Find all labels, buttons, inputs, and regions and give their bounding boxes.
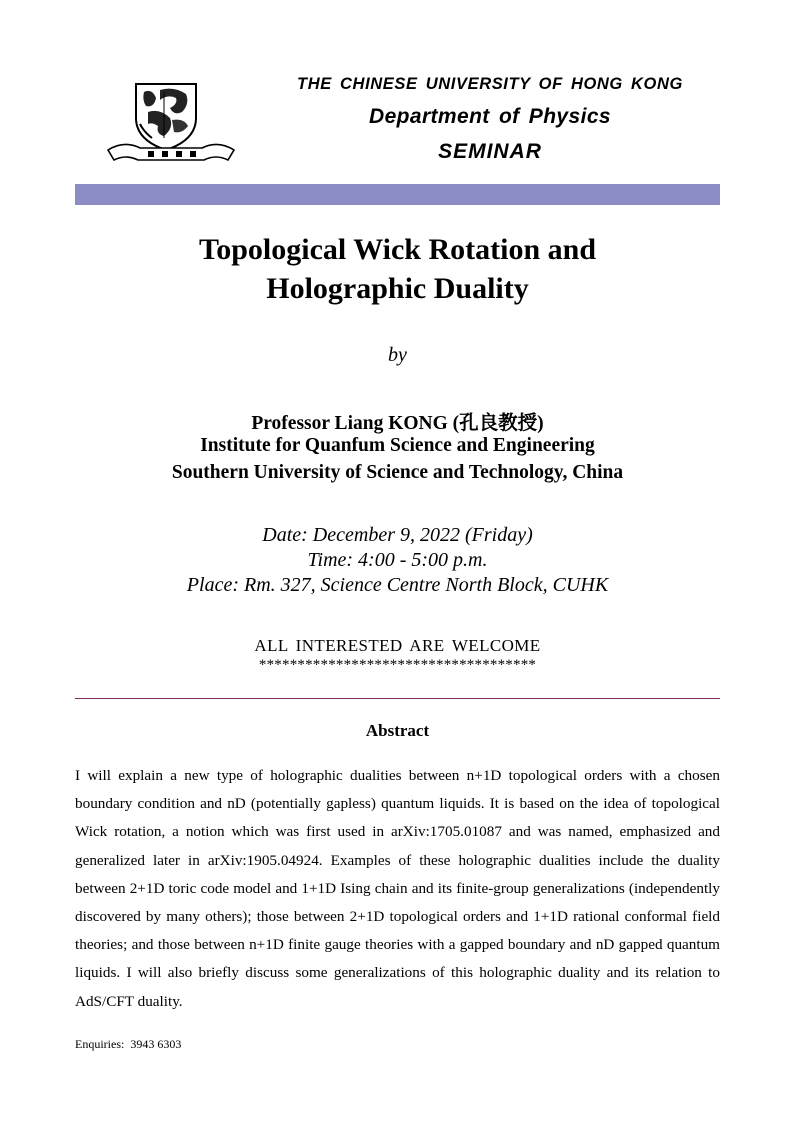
cuhk-crest-icon [104, 78, 238, 170]
by-label: by [388, 344, 407, 366]
event-time: Time: 4:00 - 5:00 p.m. [307, 549, 488, 571]
star-divider: ************************************ [258, 657, 537, 673]
talk-title-line-1: Topological Wick Rotation and [198, 233, 597, 266]
department-name: Department of Physics [369, 105, 611, 128]
university-name: THE CHINESE UNIVERSITY OF HONG KONG [297, 75, 683, 93]
abstract-body: I will explain a new type of holographic dualities between n+1D topological orders with a chosen boundary condition and nD (potentially gapless) quantum liquids. It is based on the idea of topological Wick rotation, a notion which was first used in arXiv:1705.01087 and was named, emphasized and generalized later in arXiv:1905.04924. Examples of these holographic dualities include the duality between 2+1D toric code model and 1+1D Ising chain and its finite-group generalizations (independently discovered by many others); those between 2+1D topological orders and 1+1D rational conformal field theories; and those between n+1D finite gauge theories with a gapped boundary and nD gapped quantum liquids. I will also briefly discuss some generalizations of this holographic duality and its relation to AdS/CFT duality. [75, 767, 720, 1010]
event-place: Place: Rm. 327, Science Centre North Block, CUHK [186, 574, 609, 596]
welcome-notice: ALL INTERESTED ARE WELCOME [254, 636, 541, 655]
talk-title [75, 230, 720, 308]
speaker-institute: Institute for Quanfum Science and Engineering [200, 435, 595, 456]
enquiries-contact: Enquiries: 3943 6303 [75, 1037, 182, 1051]
header-bar [75, 184, 720, 205]
seminar-label: SEMINAR [438, 140, 542, 163]
event-date: Date: December 9, 2022 (Friday) [262, 524, 533, 546]
abstract-heading: Abstract [365, 721, 430, 740]
talk-title-line-2: Holographic Duality [266, 272, 529, 305]
section-divider [75, 698, 720, 699]
speaker-university: Southern University of Science and Technology, China [171, 462, 624, 483]
speaker-name: Professor Liang KONG (孔良教授) [251, 413, 544, 434]
